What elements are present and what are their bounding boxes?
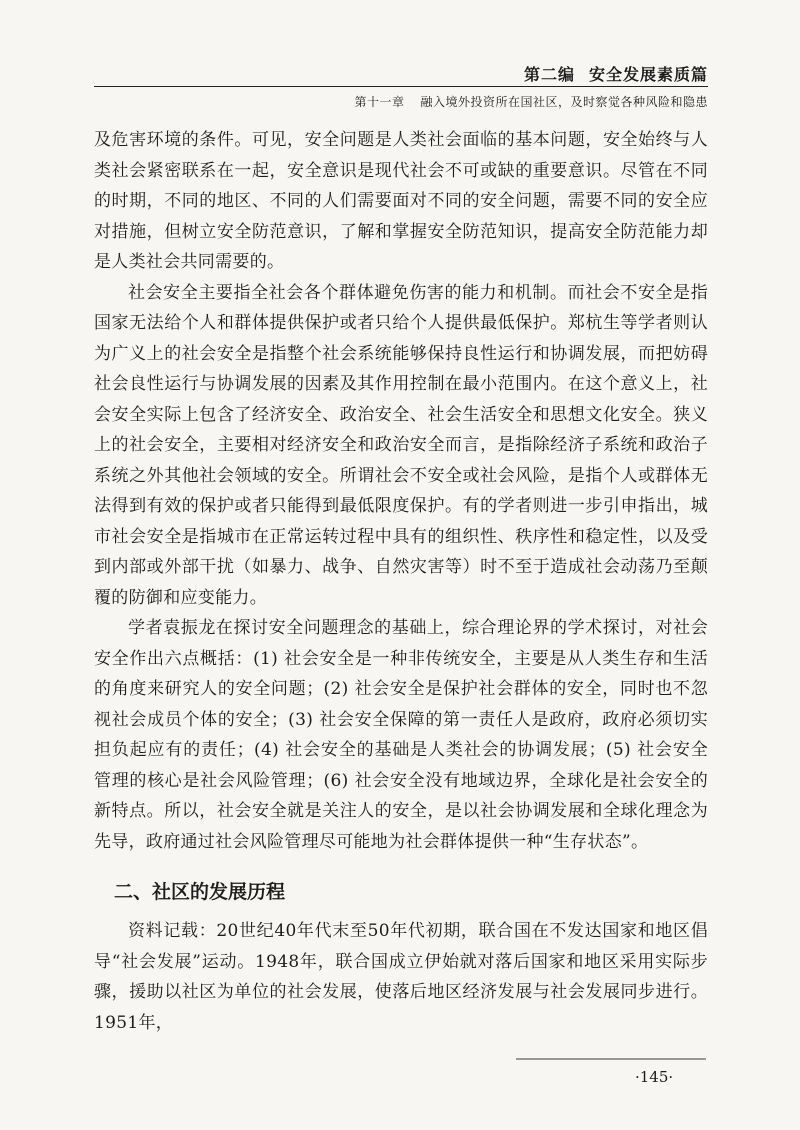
body-paragraph-continued: 及危害环境的条件。可见，安全问题是人类社会面临的基本问题，安全始终与人类社会紧密联系在一起，安全意识是现代社会不可或缺的重要意识。尽管在不同的时期，不同的地区、不同的人们需要面对不同的安全问题，需要不同的安全应对措施，但树立安全防范意识，了解和掌握安全防范知识，提高安全防范能力却是人类社会共同需要的。 xyxy=(94,130,708,272)
chapter-title: 融入境外投资所在国社区，及时察觉各种风险和隐患 xyxy=(420,95,708,109)
header-rule xyxy=(94,86,708,87)
section-paragraph: 资料记载：20世纪40年代末至50年代初期，联合国在不发达国家和地区倡导“社会发展”运动。1948年，联合国成立伊始就对落后国家和地区采用实际步骤，援助以社区为单位的社会发展，使落后地区经济发展与社会发展同步进行。1951年， xyxy=(94,921,708,1033)
part-number: 第二编 xyxy=(523,65,575,84)
section-heading: 二、社区的发展历程 xyxy=(114,881,286,903)
chapter-number: 第十一章 xyxy=(354,95,405,109)
running-header xyxy=(0,0,800,118)
chapter-heading xyxy=(354,93,708,110)
page-body xyxy=(94,125,708,1038)
body-paragraph: 社会安全主要指全社会各个群体避免伤害的能力和机制。而社会不安全是指国家无法给个人和群体提供保护或者只给个人提供最低保护。郑杭生等学者则认为广义上的社会安全是指整个社会系统能够保持良性运行和协调发展，而把妨碍社会良性运行与协调发展的因素及其作用控制在最小范围内。在这个意义上，社会安全实际上包含了经济安全、政治安全、社会生活安全和思想文化安全。狭义上的社会安全，主要相对经济安全和政治安全而言，是指除经济子系统和政治子系统之外其他社会领域的安全。所谓社会不安全或社会风险，是指个人或群体无法得到有效的保护或者只能得到最低限度保护。有的学者则进一步引申指出，城市社会安全是指城市在正常运转过程中具有的组织性、秩序性和稳定性，以及受到内部或外部干扰（如暴力、战争、自然灾害等）时不至于造成社会动荡乃至颠覆的防御和应变能力。 xyxy=(94,282,708,608)
body-paragraph: 学者袁振龙在探讨安全问题理念的基础上，综合理论界的学术探讨，对社会安全作出六点概括：(1) 社会安全是一种非传统安全，主要是从人类生存和生活的角度来研究人的安全问题；(2) 社会安全是保护社会群体的安全，同时也不忽视社会成员个体的安全；(3) 社会安全保障的第一责任人是政府，政府必须切实担负起应有的责任；(4) 社会安全的基础是人类社会的协调发展；(5) 社会安全管理的核心是社会风险管理；(6) 社会安全没有地域边界，全球化是社会安全的新特点。所以，社会安全就是关注人的安全，是以社会协调发展和全球化理念为先导，政府通过社会风险管理尽可能地为社会群体提供一种“生存状态”。 xyxy=(94,618,708,852)
footer-rule xyxy=(516,1058,706,1060)
part-heading xyxy=(524,62,708,85)
part-title: 安全发展素质篇 xyxy=(588,65,708,84)
page-number: ·145· xyxy=(635,1068,674,1086)
